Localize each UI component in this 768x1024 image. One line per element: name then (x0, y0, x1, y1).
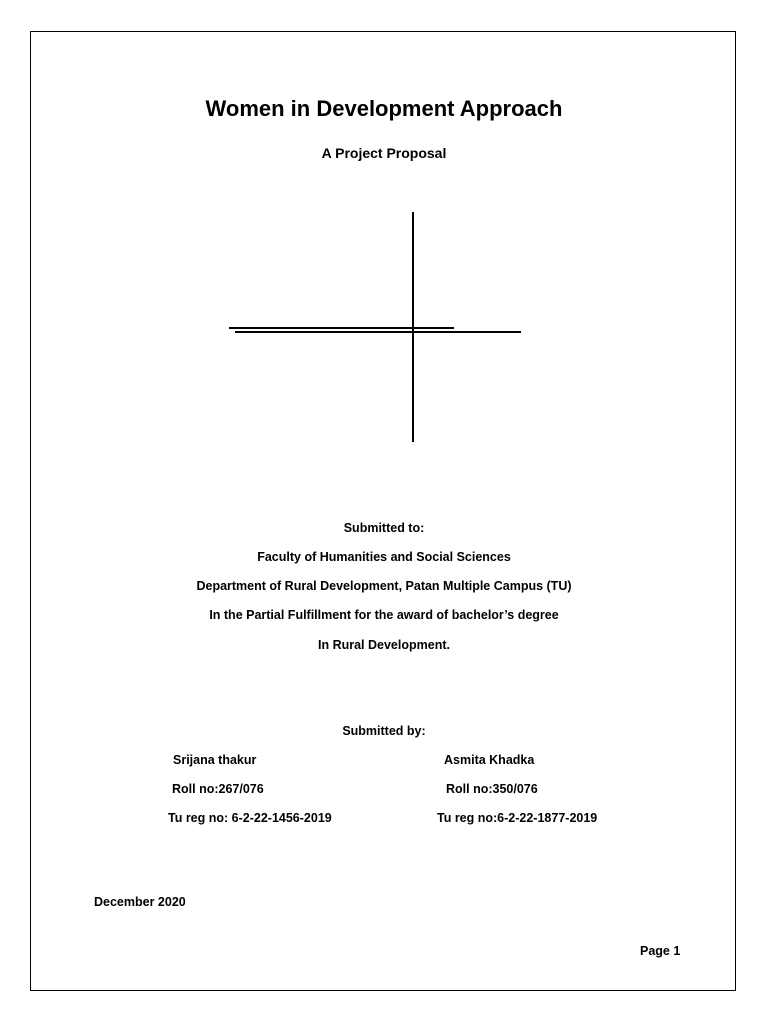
document-title: Women in Development Approach (205, 96, 563, 121)
author-name: Srijana thakur (173, 753, 257, 767)
author-name: Asmita Khadka (444, 753, 535, 767)
page-number: Page 1 (640, 944, 681, 958)
submitted-to-line: Department of Rural Development, Patan Multiple Campus (TU) (196, 579, 572, 593)
page-border (30, 31, 736, 991)
cross-horizontal-line-upper (229, 327, 454, 329)
submitted-to-line: In Rural Development. (318, 638, 450, 652)
document-subtitle: A Project Proposal (321, 145, 447, 161)
submitted-by-heading: Submitted by: (342, 724, 426, 738)
cross-horizontal-line-lower (235, 331, 521, 333)
document-date: December 2020 (94, 895, 186, 909)
author-roll: Roll no:267/076 (172, 782, 264, 796)
submitted-to-line: Faculty of Humanities and Social Sciences (257, 550, 511, 564)
author-roll: Roll no:350/076 (446, 782, 538, 796)
submitted-to-line: In the Partial Fulfillment for the award of bachelor’s degree (209, 608, 559, 622)
submitted-to-heading: Submitted to: (343, 521, 425, 535)
author-reg: Tu reg no: 6-2-22-1456-2019 (168, 811, 332, 825)
author-reg: Tu reg no:6-2-22-1877-2019 (437, 811, 598, 825)
